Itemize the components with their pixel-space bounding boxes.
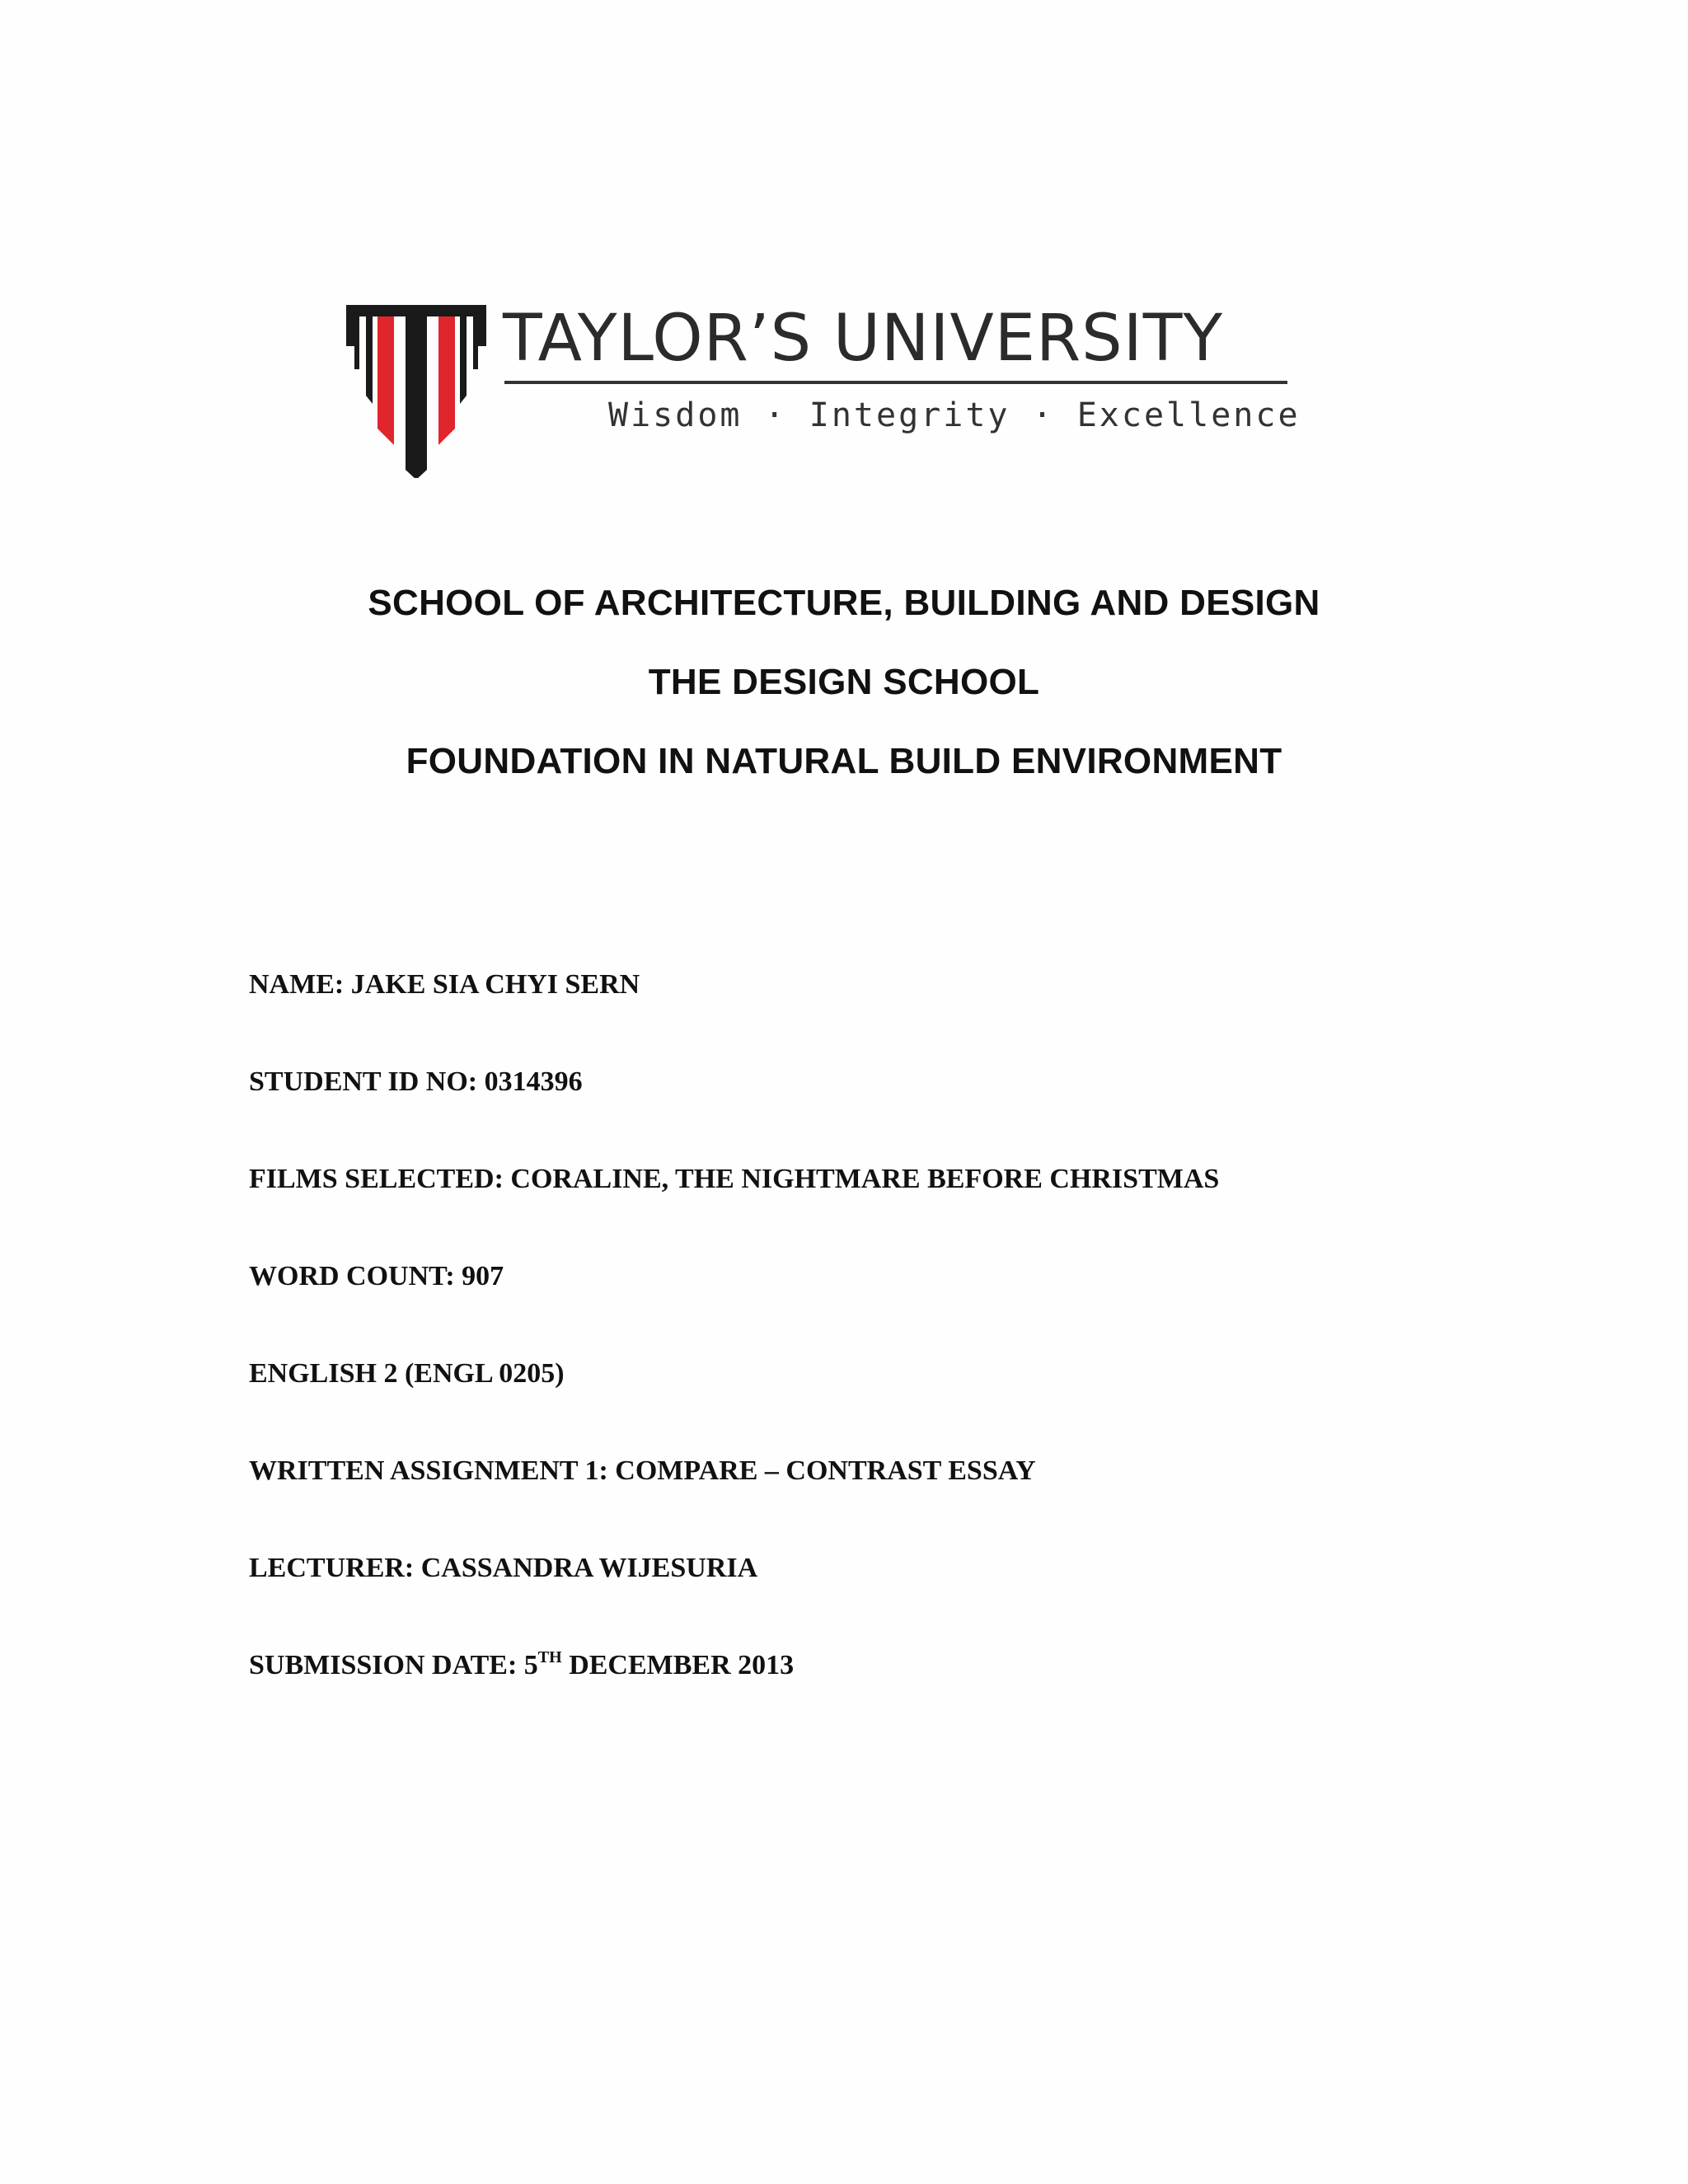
submission-date (249, 1648, 1219, 1749)
logo-divider (504, 381, 1287, 384)
university-crest-icon (346, 305, 486, 478)
department-heading: THE DESIGN SCHOOL (648, 662, 1040, 702)
programme-heading: FOUNDATION IN NATURAL BUILD ENVIRONMENT (406, 741, 1282, 781)
university-wordmark (503, 297, 1311, 462)
course-code: ENGLISH 2 (ENGL 0205) (249, 1358, 565, 1389)
university-name: TAYLOR’S UNIVERSITY (503, 302, 1223, 376)
films-selected: FILMS SELECTED: CORALINE, THE NIGHTMARE BEFORE CHRISTMAS (249, 1164, 1220, 1194)
student-details (249, 971, 1219, 1749)
submission-date-ordinal: TH (537, 1648, 562, 1666)
assignment-title: WRITTEN ASSIGNMENT 1: COMPARE – CONTRAST ESSAY (249, 1455, 1036, 1486)
school-heading: SCHOOL OF ARCHITECTURE, BUILDING AND DESIGN (368, 583, 1320, 623)
submission-date-prefix: SUBMISSION DATE: 5 (249, 1650, 538, 1680)
lecturer-name: LECTURER: CASSANDRA WIJESURIA (249, 1553, 758, 1583)
cover-headings (0, 585, 1688, 823)
submission-date-rest: DECEMBER 2013 (561, 1650, 795, 1680)
university-logo (346, 297, 1319, 478)
student-id: STUDENT ID NO: 0314396 (249, 1066, 583, 1097)
university-tagline: Wisdom · Integrity · Excellence (608, 396, 1301, 434)
student-name: NAME: JAKE SIA CHYI SERN (249, 969, 640, 1000)
word-count: WORD COUNT: 907 (249, 1261, 504, 1291)
